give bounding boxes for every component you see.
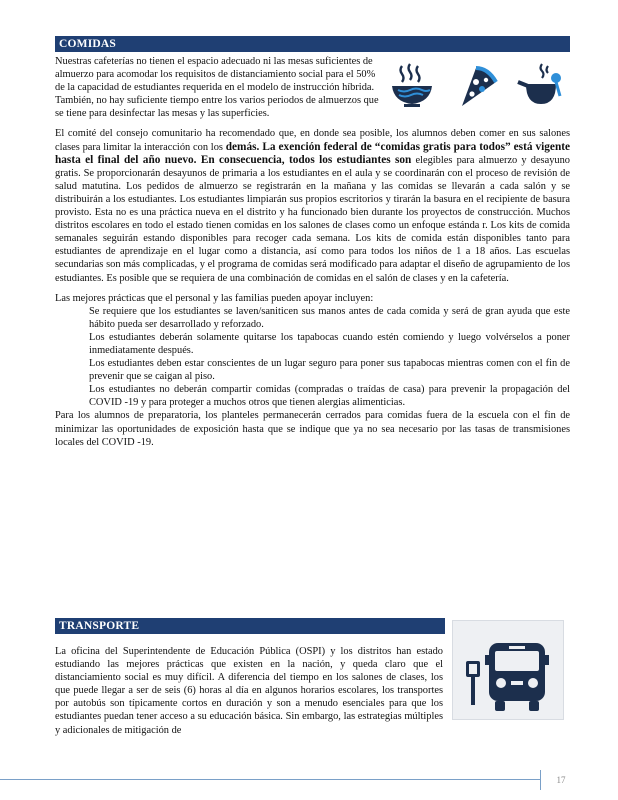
transporte-paragraph-1: La oficina del Superintendente de Educación Pública (OSPI) y los distritos han estado estudiando las mejores prácticas que existen en la nación, y queda claro que el distanciamiento social es muy difícil. A diferencia del tiempo en los salones de clases, los que puede llegar a ser de seis (6) horas al día en algunos horarios escolares, los transportes por autobús son típicamente cortos en duración y son a menudo esenciales para que los estudiantes puedan tener acceso a su educación básica. Sin embargo, las estrategias múltiples y adicionales de mitigación de	[55, 646, 443, 736]
comidas-paragraph-4: Para los alumnos de preparatoria, los planteles permanecerán cerrados para comidas fuera de la escuela con el fin de minimizar las oportunidades de exposición hasta que se indique que ya no sea necesario por las tasas de transmisiones locales del COVID -19.	[55, 410, 570, 448]
section-heading-comidas: COMIDAS	[55, 36, 570, 52]
list-item: Los estudiantes deben estar conscientes de un lugar seguro para poner sus tapabocas mientras comen con el fin de prevenir que se caigan al piso.	[89, 358, 570, 383]
list-item: Se requiere que los estudiantes se laven/saniticen sus manos antes de cada comida y será de gran ayuda que este hábito pueda ser desarrollado y reforzado.	[89, 305, 570, 330]
comidas-body	[55, 55, 570, 449]
list-item: Los estudiantes no deberán compartir comidas (compradas o traídas de casa) para prevenir la propagación del COVID -19 y para proteger a muchos otros que tienen alergias alimenticias.	[89, 384, 570, 409]
bus-stop-image	[452, 620, 564, 720]
list-item: Los estudiantes deberán solamente quitarse los tapabocas cuando estén comiendo y luego volvérselos a poner inmediatamente después.	[89, 331, 570, 356]
bus-stop-icon	[453, 621, 563, 719]
footer-rule	[0, 779, 540, 780]
best-practices-list	[55, 305, 570, 410]
comidas-paragraph-3: Las mejores prácticas que el personal y las familias pueden apoyar incluyen:	[55, 292, 374, 304]
comidas-paragraph-2: El comité del consejo comunitario ha recomendado que, en donde sea posible, los alumnos deben comer en sus salones clases para limitar la interacción con los demás. La exención federal de “comidas gratis para todos” está vigente hasta el final del año nuevo. En consecuencia, todos los estudiantes son elegibles para almuerzo y desayuno gratis. Se proporcionarán desayunos de primaria a los estudiantes en el aula y se coordinarán con el proceso de revisión de salud matutina. Los pedidos de almuerzo se registrarán en la mañana y las comidas se llevarán a cada salón y se distribuirán a los estudiantes. Los estudiantes limpiarán sus propios escritorios y tirarán la basura en el recipiente de basura provisto. Esta no es una práctica nueva en el distrito y ha funcionado bien durante los proyectos de construcción. Muchos distritos escolares en todo el estado tienen comidas en los salones de clases como un enfoque estánda r. Los kits de comida semanales seguirán estando disponibles para recoger cada semana. Los kits de comida están disponibles tanto para estudiantes de aprendizaje en el lugar como a distancia, así como para todos los niños de 1 a 18 años. Las escuelas secundarias son más complicadas, y el programa de comidas será modificado para adaptar el diseño de agrupamiento de los estudiantes. Es posible que se requiera de una combinación de comidas en el salón de clases y en la cafetería.	[55, 128, 571, 284]
page-number: 17	[540, 770, 581, 790]
section-heading-transporte: TRANSPORTE	[55, 618, 445, 634]
transporte-body	[55, 645, 443, 737]
comidas-paragraph-1: Nuestras cafeterías no tienen el espacio adecuado ni las mesas suficientes de almuerzo para acomodar los requisitos de distanciamiento social para el 50% de la capacidad de estudiantes requerida en el modelo de instrucción híbrida. También, no hay suficiente tiempo entre los varios periodos de almuerzos que se tiene para desinfectar las mesas y las superficies.	[55, 56, 379, 120]
